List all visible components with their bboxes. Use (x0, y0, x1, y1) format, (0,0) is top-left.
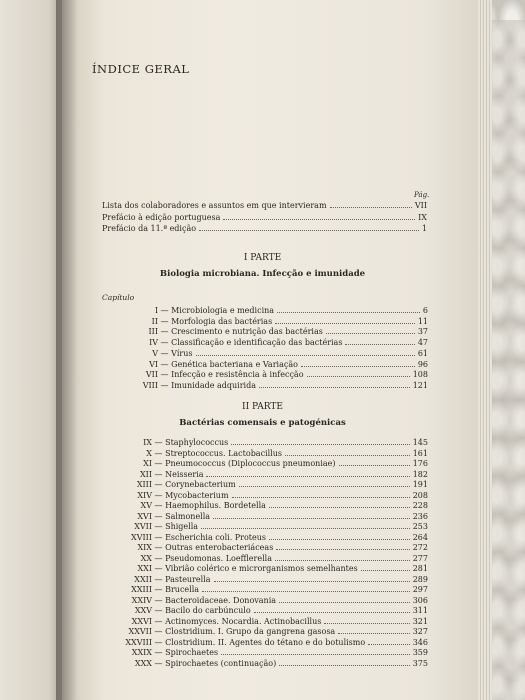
chapter-title: — Clostridium. II. Agentes do tétano e do botulismo (152, 637, 366, 647)
leader-dots (277, 306, 420, 313)
chapter-title: — Crescimento e nutrição das bactérias (158, 327, 323, 337)
leader-dots (345, 338, 414, 345)
chapter-entry (100, 349, 428, 358)
chapter-entry (98, 512, 428, 521)
chapter-title: — Haemophilus. Bordetella (152, 501, 266, 510)
front-matter-title: Prefácio à edição portuguesa (102, 212, 221, 222)
front-matter-title: Lista dos colaboradores e assuntos em que intervieram (102, 201, 327, 210)
chapter-title: — Pasteurella (152, 574, 211, 584)
chapter-entry (98, 659, 428, 668)
page-column-label: Pág. (414, 191, 430, 199)
chapter-entry (98, 470, 428, 479)
chapter-entry (98, 438, 428, 447)
chapter-number: XXVIII (125, 637, 152, 647)
chapter-page-number: 327 (412, 627, 428, 636)
chapter-page-number: 47 (417, 338, 428, 348)
leader-dots (199, 224, 419, 231)
chapter-entry (98, 596, 428, 605)
chapter-entry (98, 638, 428, 647)
chapter-page-number: 359 (412, 648, 428, 657)
chapter-title: — Morfologia das bactérias (158, 316, 273, 326)
chapter-title: — Shigella (152, 522, 199, 531)
chapter-title: — Imunidade adquirida (158, 380, 256, 390)
leader-dots (232, 491, 410, 498)
leader-dots (338, 627, 410, 634)
leader-dots (202, 585, 410, 592)
chapter-number: XXVI (131, 616, 152, 626)
chapter-page-number: 121 (412, 380, 428, 390)
leader-dots (339, 459, 410, 466)
chapter-page-number: 108 (412, 370, 428, 380)
chapter-number: IX (143, 438, 152, 447)
leader-dots (231, 438, 409, 445)
chapter-number: IV (149, 338, 158, 348)
front-matter-entry (102, 201, 427, 210)
leader-dots (214, 575, 410, 582)
chapter-number: V (152, 348, 158, 358)
leader-dots (254, 606, 410, 613)
part2-heading: II PARTE (242, 402, 283, 412)
chapter-title: — Pneumococcus (Diplococcus pneumoniae) (152, 459, 336, 468)
chapter-number: VIII (142, 380, 158, 390)
chapter-number: XXII (134, 574, 152, 584)
chapter-title: — Vírus (158, 348, 193, 358)
chapter-entry (100, 317, 428, 326)
chapter-entry (98, 554, 428, 563)
chapter-title: — Spirochaetes (152, 648, 219, 657)
chapter-number: X (146, 448, 152, 458)
chapter-number: VII (145, 370, 158, 380)
chapter-title: — Spirochaetes (continuação) (152, 658, 277, 668)
leader-dots (239, 480, 410, 487)
chapter-title: — Staphylococcus (152, 438, 229, 447)
chapter-page-number: 145 (412, 438, 428, 447)
front-matter-entry (102, 224, 427, 233)
chapter-entry (98, 585, 428, 594)
chapter-number: XIX (137, 543, 152, 552)
leader-dots (276, 543, 409, 550)
page-title: ÍNDICE GERAL (92, 62, 190, 76)
chapter-entry (98, 459, 428, 468)
chapter-page-number: 297 (412, 585, 428, 594)
chapter-entry (100, 327, 428, 336)
chapter-page-number: 228 (412, 501, 428, 510)
chapter-number: XI (143, 459, 152, 468)
front-matter-entry (102, 213, 427, 222)
chapter-entry (98, 543, 428, 552)
chapter-page-number: 346 (412, 637, 428, 647)
leader-dots (307, 370, 410, 377)
chapter-entry (100, 370, 428, 379)
part1-subtitle: Biologia microbiana. Infecção e imunidade (159, 269, 366, 279)
leader-dots (324, 617, 409, 624)
chapter-number: XVI (137, 511, 152, 521)
chapter-number: XX (140, 553, 152, 563)
chapter-page-number: 321 (412, 616, 428, 626)
chapter-title: — Mycobacterium (152, 490, 229, 500)
chapter-title: — Corynebacterium (152, 480, 236, 489)
chapter-page-number: 61 (417, 348, 428, 358)
chapter-title: — Brucella (152, 585, 200, 594)
chapter-page-number: 375 (412, 658, 428, 668)
chapter-entry (98, 575, 428, 584)
chapter-title: — Streptococcus. Lactobacillus (152, 448, 282, 458)
chapter-page-number: 96 (417, 359, 428, 369)
chapter-entry (100, 338, 428, 347)
chapter-title: — Vibrião colérico e microrganismos semelhantes (152, 564, 358, 573)
chapter-number: XXIX (131, 648, 152, 657)
chapter-entry (100, 306, 428, 315)
chapter-number: XXX (134, 658, 152, 668)
chapter-number: II (151, 316, 158, 326)
leader-dots (259, 381, 410, 388)
chapter-page-number: 311 (412, 606, 428, 615)
chapter-entry (98, 533, 428, 542)
part2-subtitle: Bactérias comensais e patogénicas (179, 418, 346, 428)
chapter-title: — Pseudomonas. Loefflerella (152, 553, 272, 563)
leader-dots (269, 533, 410, 540)
chapter-number: XII (139, 469, 152, 479)
chapter-entry (98, 522, 428, 531)
leader-dots (326, 327, 415, 334)
part1-heading: I PARTE (243, 253, 282, 263)
leader-dots (285, 449, 410, 456)
chapter-number: III (148, 327, 158, 337)
chapter-title: — Bacilo do carbúnculo (152, 606, 251, 615)
front-matter-title: Prefácio da 11.ª edição (102, 224, 197, 233)
chapter-page-number: 306 (412, 595, 428, 605)
chapter-title: — Outras enterobacteriáceas (152, 543, 274, 552)
leader-dots (368, 638, 410, 645)
leader-dots (275, 317, 415, 324)
chapter-page-number: 264 (412, 532, 428, 542)
chapter-number: XXV (134, 606, 152, 615)
chapter-entry (98, 480, 428, 489)
chapter-entry (98, 501, 428, 510)
chapter-number: XXIII (131, 585, 152, 594)
chapter-title: — Genética bacteriana e Variação (158, 359, 298, 369)
leader-dots (206, 470, 409, 477)
chapter-page-number: 11 (417, 316, 428, 326)
chapter-entry (98, 564, 428, 573)
chapter-number: I (154, 306, 158, 315)
chapter-page-number: 236 (412, 511, 428, 521)
leader-dots (279, 596, 410, 603)
chapter-entry (100, 381, 428, 390)
chapter-title: — Microbiologia e medicina (158, 306, 275, 315)
chapter-page-number: 161 (412, 448, 428, 458)
leader-dots (301, 360, 415, 367)
chapter-entry (98, 606, 428, 615)
leader-dots (269, 501, 410, 508)
chapter-title: — Neisseria (152, 469, 204, 479)
chapter-title: — Salmonella (152, 511, 211, 521)
chapter-number: XVII (134, 522, 152, 531)
chapter-entry (98, 627, 428, 636)
chapter-title: — Bacteroidaceae. Donovania (152, 595, 277, 605)
chapter-entry (98, 449, 428, 458)
chapter-title: — Escherichia coli. Proteus (152, 532, 267, 542)
chapter-title: — Classificação e identificação das bactérias (158, 338, 343, 348)
leader-dots (201, 522, 410, 529)
chapter-page-number: 281 (412, 564, 428, 573)
leader-dots (213, 512, 410, 519)
leader-dots (361, 564, 410, 571)
chapter-title: — Actinomyces. Nocardia. Actinobacillus (152, 616, 322, 626)
chapter-number: XXIV (131, 595, 152, 605)
chapter-title: — Clostridium. I. Grupo da gangrena gasosa (152, 627, 336, 636)
chapter-page-number: 253 (412, 522, 428, 531)
leader-dots (221, 648, 410, 655)
chapter-number: XXI (137, 564, 152, 573)
chapter-entry (98, 491, 428, 500)
chapter-page-number: 37 (417, 327, 428, 337)
leader-dots (330, 201, 412, 208)
chapter-page-number: 272 (412, 543, 428, 552)
chapter-number: XIV (137, 490, 152, 500)
chapter-page-number: 6 (422, 306, 428, 315)
chapter-number: VI (149, 359, 158, 369)
leader-dots (275, 554, 410, 561)
leader-dots (223, 213, 415, 220)
chapter-number: XIII (136, 480, 152, 489)
front-matter-page-number: IX (418, 212, 427, 222)
chapter-entry (98, 617, 428, 626)
chapter-entry (98, 648, 428, 657)
chapter-page-number: 191 (412, 480, 428, 489)
chapter-page-number: 289 (412, 574, 428, 584)
front-matter-page-number: VII (414, 201, 427, 210)
chapter-page-number: 208 (412, 490, 428, 500)
chapter-column-label: Capítulo (102, 293, 135, 302)
chapter-number: XXVII (128, 627, 152, 636)
chapter-title: — Infecção e resistência à infecção (158, 370, 304, 380)
chapter-page-number: 182 (412, 469, 428, 479)
chapter-entry (100, 360, 428, 369)
front-matter-page-number: 1 (421, 224, 427, 233)
leader-dots (196, 349, 415, 356)
chapter-page-number: 176 (412, 459, 428, 468)
chapter-page-number: 277 (412, 553, 428, 563)
chapter-number: XV (140, 501, 152, 510)
leader-dots (279, 659, 409, 666)
chapter-number: XVIII (131, 532, 152, 542)
